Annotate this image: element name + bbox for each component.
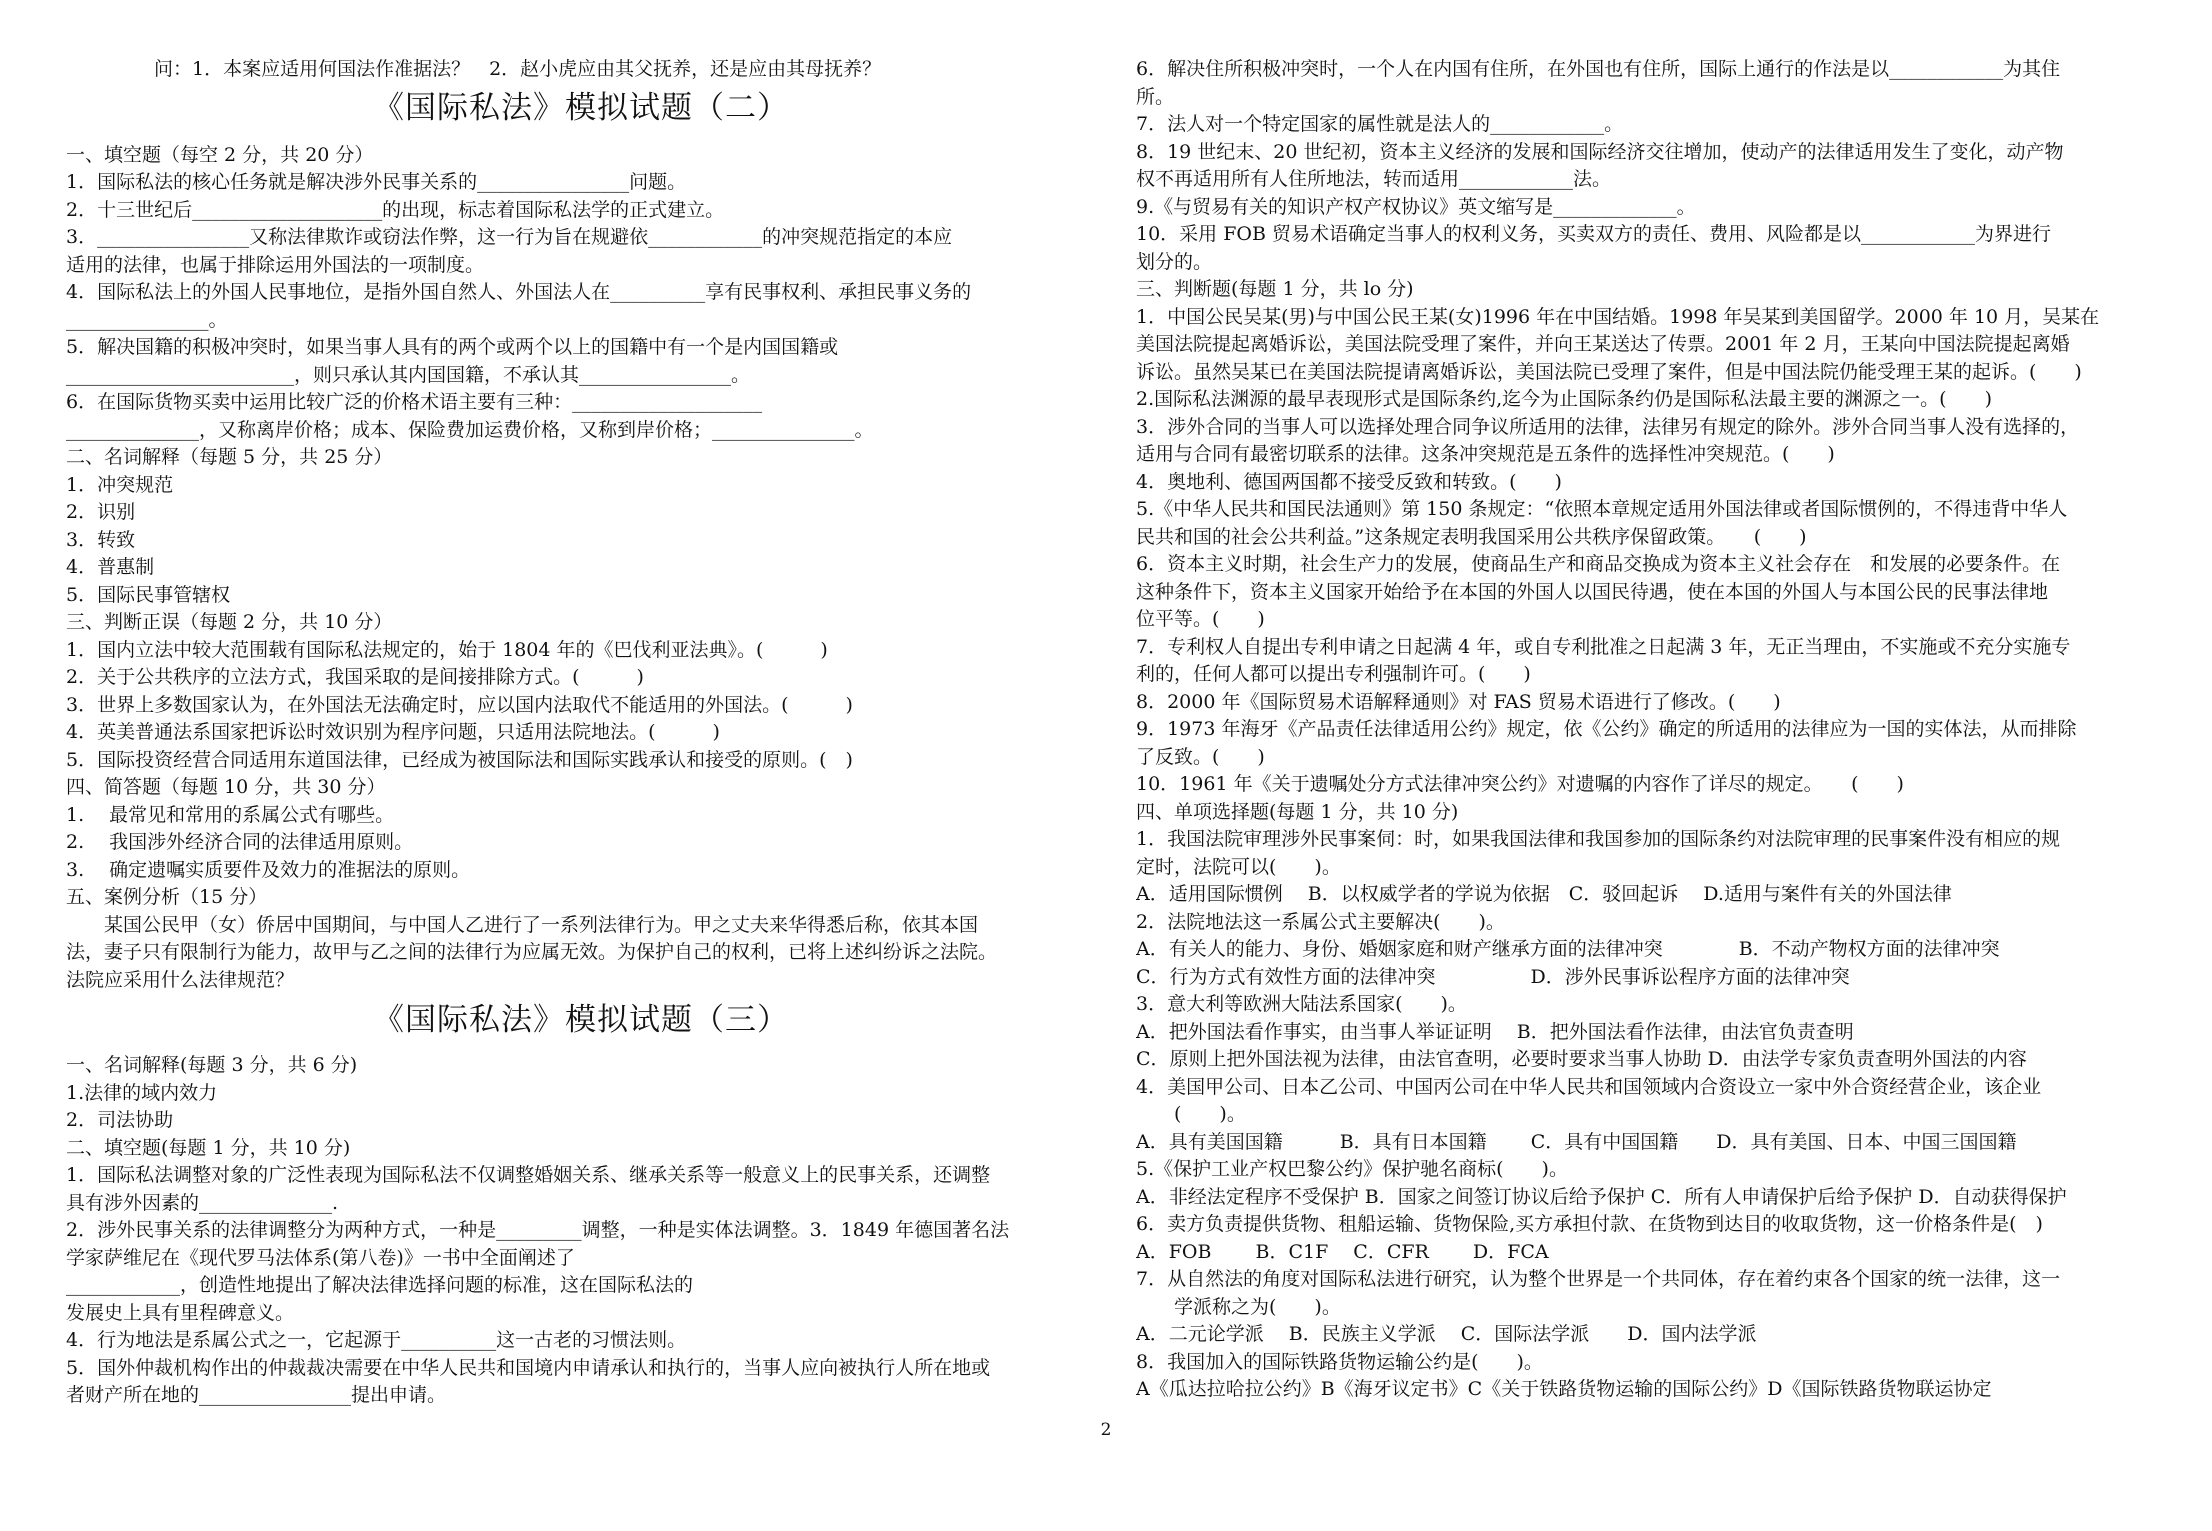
text-line: 五、案例分析（15 分） bbox=[66, 886, 268, 908]
text-line: 四、单项选择题(每题 1 分，共 10 分) bbox=[1136, 800, 1459, 823]
text-line: ______________，又称离岸价格；成本、保险费加运费价格，又称到岸价格；_______________。 bbox=[66, 418, 874, 441]
text-line: A《瓜达拉哈拉公约》B《海牙议定书》C《关于铁路货物运输的国际公约》D《国际铁路货物联运协定 bbox=[1136, 1378, 1992, 1400]
text-line: 5．国外仲裁机构作出的仲裁裁决需要在中华人民共和国境内申请承认和执行的，当事人应向被执行人所在地或 bbox=[66, 1356, 991, 1379]
text-line: 所。 bbox=[1136, 85, 1175, 108]
text-line: 民共和国的社会公共利益。”这条规定表明我国采用公共秩序保留政策。 ( ) bbox=[1136, 525, 1807, 548]
text-line: 1．冲突规范 bbox=[66, 473, 174, 496]
text-line: 10．采用 FOB 贸易术语确定当事人的权利义务，买卖双方的责任、费用、风险都是以____________为界进行 bbox=[1136, 223, 2051, 245]
text-line: 9．1973 年海牙《产品责任法律适用公约》规定，依《公约》确定的所适用的法律应为一国的实体法，从而排除 bbox=[1136, 718, 2077, 740]
exam-2-body bbox=[66, 142, 1096, 995]
text-line: 6．解决住所积极冲突时，一个人在内国有住所，在外国也有住所，国际上通行的作法是以____________为其住 bbox=[1136, 58, 2061, 80]
page-number: 2 bbox=[1100, 1420, 1112, 1440]
text-line: A．把外国法看作事实，由当事人举证证明 B．把外国法看作法律，由法官负责查明 bbox=[1136, 1020, 1854, 1043]
exam-3-title: 《国际私法》模拟试题（三） bbox=[373, 1002, 789, 1038]
text-line: A．二元论学派 B．民族主义学派 C．国际法学派 D．国内法学派 bbox=[1136, 1323, 1757, 1345]
text-line: 5．国际投资经营合同适用东道国法律，已经成为被国际法和国际实践承认和接受的原则。( ) bbox=[66, 748, 853, 771]
text-line: 具有涉外因素的______________. bbox=[66, 1191, 339, 1214]
text-line: 位平等。( ) bbox=[1136, 608, 1265, 630]
text-line: 划分的。 bbox=[1136, 250, 1213, 273]
text-line: 2．涉外民事关系的法律调整分为两种方式，一种是_________调整，一种是实体法调整。3．1849 年德国著名法 bbox=[66, 1219, 1010, 1241]
text-line: 者财产所在地的________________提出申请。 bbox=[66, 1384, 447, 1406]
text-line: 4．英美普通法系国家把诉讼时效识别为程序问题，只适用法院地法。( ) bbox=[66, 721, 720, 743]
text-line: A．FOB B．C1F C．CFR D．FCA bbox=[1136, 1240, 1549, 1263]
text-line: 法院应采用什么法律规范？ bbox=[66, 968, 295, 991]
text-line: 1．国际私法的核心任务就是解决涉外民事关系的________________问题。 bbox=[66, 171, 687, 193]
exam-3-body bbox=[66, 1052, 1096, 1410]
text-line: 3．转致 bbox=[66, 528, 136, 551]
text-line: 3．涉外合同的当事人可以选择处理合同争议所适用的法律，法律另有规定的除外。涉外合同当事人没有选择的， bbox=[1136, 415, 2080, 438]
text-line: 8．2000 年《国际贸易术语解释通则》对 FAS 贸易术语进行了修改。( ) bbox=[1136, 690, 1781, 713]
text-line: 诉讼。虽然吴某已在美国法院提请离婚诉讼，美国法院已受理了案件，但是中国法院仍能受理王某的起诉。( ) bbox=[1136, 360, 2082, 383]
text-line: 定时，法院可以( )。 bbox=[1136, 855, 1341, 878]
text-line: 1．国内立法中较大范围载有国际私法规定的，始于 1804 年的《巴伐利亚法典》。( ) bbox=[66, 638, 828, 661]
text-line: 一、填空题（每空 2 分，共 20 分） bbox=[66, 143, 374, 166]
case-question: 问：1．本案应适用何国法作准据法？ 2．赵小虎应由其父抚养，还是应由其母抚养？ bbox=[154, 58, 882, 80]
text-line: 5．国际民事管辖权 bbox=[66, 583, 231, 606]
text-line: 三、判断题(每题 1 分，共 lo 分) bbox=[1136, 278, 1414, 300]
left-column bbox=[66, 56, 1096, 1410]
text-line: 5.《保护工业产权巴黎公约》保护驰名商标( )。 bbox=[1136, 1158, 1568, 1180]
text-line: 6．在国际货物买卖中运用比较广泛的价格术语主要有三种：____________________ bbox=[66, 391, 763, 413]
text-line: 利的，任何人都可以提出专利强制许可。( ) bbox=[1136, 663, 1531, 685]
text-line: 二、填空题(每题 1 分，共 10 分) bbox=[66, 1136, 351, 1159]
text-line: 1．中国公民吴某(男)与中国公民王某(女)1996 年在中国结婚。1998 年吴某到美国留学。2000 年 10 月，吴某在 bbox=[1136, 305, 2100, 328]
text-line: 1.法律的域内效力 bbox=[66, 1081, 218, 1104]
text-line: 二、名词解释（每题 5 分，共 25 分） bbox=[66, 446, 393, 468]
text-line: 2．法院地法这一系属公式主要解决( )。 bbox=[1136, 910, 1505, 933]
text-line: C．原则上把外国法视为法律，由法官查明，必要时要求当事人协助 D．由法学专家负责查明外国法的内容 bbox=[1136, 1048, 2027, 1070]
text-line: 7．从自然法的角度对国际私法进行研究，认为整个世界是一个共同体，存在着约束各个国家的统一法律，这一 bbox=[1136, 1268, 2061, 1290]
text-line: ________________________，则只承认其内国国籍，不承认其________________。 bbox=[66, 363, 751, 386]
text-line: 2．关于公共秩序的立法方式，我国采取的是间接排除方式。( ) bbox=[66, 666, 644, 688]
text-line: 9.《与贸易有关的知识产权产权协议》英文缩写是_____________。 bbox=[1136, 195, 1696, 218]
text-line: 4．奥地利、德国两国都不接受反致和转致。( ) bbox=[1136, 470, 1562, 493]
text-line: 2．识别 bbox=[66, 501, 136, 523]
text-line: 3．意大利等欧洲大陆法系国家( )。 bbox=[1136, 993, 1467, 1015]
text-line: 6．卖方负责提供货物、租船运输、货物保险,买方承担付款、在货物到达目的收取货物，这一价格条件是( ) bbox=[1136, 1213, 2043, 1235]
text-line: 美国法院提起离婚诉讼，美国法院受理了案件，并向王某送达了传票。2001 年 2 月，王某向中国法院提起离婚 bbox=[1136, 333, 2070, 355]
text-line: 4．普惠制 bbox=[66, 556, 155, 578]
text-line: 7．专利权人自提出专利申请之日起满 4 年，或自专利批准之日起满 3 年，无正当理由，不实施或不充分实施专 bbox=[1136, 635, 2071, 658]
text-line: 1．国际私法调整对象的广泛性表现为国际私法不仅调整婚姻关系、继承关系等一般意义上的民事关系，还调整 bbox=[66, 1164, 991, 1186]
text-line: ( )。 bbox=[1136, 1103, 1246, 1125]
text-line: 2．司法协助 bbox=[66, 1109, 174, 1131]
text-line: 学家萨维尼在《现代罗马法体系(第八卷)》一书中全面阐述了 bbox=[66, 1246, 575, 1269]
text-line: 一、名词解释(每题 3 分，共 6 分) bbox=[66, 1054, 358, 1076]
text-line: A．非经法定程序不受保护 B．国家之间签订协议后给予保护 C．所有人申请保护后给予保护 D．自动获得保护 bbox=[1136, 1185, 2067, 1208]
right-column bbox=[1136, 56, 2166, 1404]
text-line: 5.《中华人民共和国民法通则》第 150 条规定：“依照本章规定适用外国法律或者国际惯例的，不得违背中华人 bbox=[1136, 498, 2068, 520]
text-line: _______________。 bbox=[66, 308, 228, 331]
text-line: 发展史上具有里程碑意义。 bbox=[66, 1301, 295, 1324]
text-line: 2.国际私法渊源的最早表现形式是国际条约,迄今为止国际条约仍是国际私法最主要的渊源之一。( ) bbox=[1136, 388, 1992, 410]
text-line: 6．资本主义时期，社会生产力的发展，使商品生产和商品交换成为资本主义社会存在 和发展的必要条件。在 bbox=[1136, 553, 2061, 575]
text-line: 4．国际私法上的外国人民事地位，是指外国自然人、外国法人在__________享有民事权利、承担民事义务的 bbox=[66, 281, 972, 303]
text-line: 10．1961 年《关于遗嘱处分方式法律冲突公约》对遗嘱的内容作了详尽的规定。 ( ) bbox=[1136, 773, 1904, 795]
text-line: 权不再适用所有人住所地法，转而适用____________法。 bbox=[1136, 168, 1612, 190]
text-line: C．行为方式有效性方面的法律冲突 D．涉外民事诉讼程序方面的法律冲突 bbox=[1136, 965, 1850, 988]
text-line: 7．法人对一个特定国家的属性就是法人的____________。 bbox=[1136, 113, 1624, 135]
text-line: 5．解决国籍的积极冲突时，如果当事人具有的两个或两个以上的国籍中有一个是内国国籍或 bbox=[66, 336, 839, 358]
text-line: 2．十三世纪后____________________的出现，标志着国际私法学的正式建立。 bbox=[66, 198, 725, 221]
text-line: 了反致。( ) bbox=[1136, 745, 1265, 768]
text-line: A．有关人的能力、身份、婚姻家庭和财产继承方面的法律冲突 B．不动产物权方面的法律冲突 bbox=[1136, 938, 2000, 960]
text-line: 2. 我国涉外经济合同的法律适用原则。 bbox=[66, 831, 414, 853]
text-line: ____________，创造性地提出了解决法律选择问题的标准，这在国际私法的 bbox=[66, 1274, 694, 1296]
exam-2-title: 《国际私法》模拟试题（二） bbox=[373, 89, 789, 126]
text-line: A．具有美国国籍 B．具有日本国籍 C．具有中国国籍 D．具有美国、日本、中国三国国籍 bbox=[1136, 1130, 2017, 1153]
text-line: 1. 最常见和常用的系属公式有哪些。 bbox=[66, 803, 395, 826]
text-line: 3. 确定遗嘱实质要件及效力的准据法的原则。 bbox=[66, 858, 471, 881]
text-line: 某国公民甲（女）侨居中国期间，与中国人乙进行了一系列法律行为。甲之丈夫来华得悉后称，依其本国 bbox=[66, 913, 979, 936]
text-line: A．适用国际惯例 B．以权威学者的学说为依据 C．驳回起诉 D.适用与案件有关的外国法律 bbox=[1136, 883, 1952, 905]
text-line: 3．________________又称法律欺诈或窃法作弊，这一行为旨在规避依____________的冲突规范指定的本应 bbox=[66, 226, 953, 248]
text-line: 1．我国法院审理涉外民事案伺：时，如果我国法律和我国参加的国际条约对法院审理的民事案件没有相应的规 bbox=[1136, 828, 2061, 850]
text-line: 3．世界上多数国家认为，在外国法无法确定时，应以国内法取代不能适用的外国法。( ) bbox=[66, 693, 853, 716]
text-line: 8．我国加入的国际铁路货物运输公约是( )。 bbox=[1136, 1350, 1543, 1373]
text-line: 适用的法律，也属于排除运用外国法的一项制度。 bbox=[66, 253, 485, 276]
text-line: 4．美国甲公司、日本乙公司、中国丙公司在中华人民共和国领域内合资设立一家中外合资经营企业，该企业 bbox=[1136, 1075, 2042, 1098]
text-line: 四、简答题（每题 10 分，共 30 分） bbox=[66, 776, 386, 798]
text-line: 三、判断正误（每题 2 分，共 10 分） bbox=[66, 611, 393, 633]
text-line: 4．行为地法是系属公式之一，它起源于__________这一古老的习惯法则。 bbox=[66, 1329, 687, 1351]
text-line: 适用与合同有最密切联系的法律。这条冲突规范是五条件的选择性冲突规范。( ) bbox=[1136, 443, 1835, 465]
text-line: 8．19 世纪末、20 世纪初，资本主义经济的发展和国际经济交往增加，使动产的法律适用发生了变化，动产物 bbox=[1136, 140, 2064, 163]
right-column-body bbox=[1136, 56, 2166, 1404]
text-line: 学派称之为( )。 bbox=[1136, 1295, 1341, 1318]
text-line: 这种条件下，资本主义国家开始给予在本国的外国人以国民待遇，使在本国的外国人与本国公民的民事法律地 bbox=[1136, 580, 2049, 603]
text-line: 法，妻子只有限制行为能力，故甲与乙之间的法律行为应属无效。为保护自己的权利，已将上述纠纷诉之法院。 bbox=[66, 941, 998, 963]
